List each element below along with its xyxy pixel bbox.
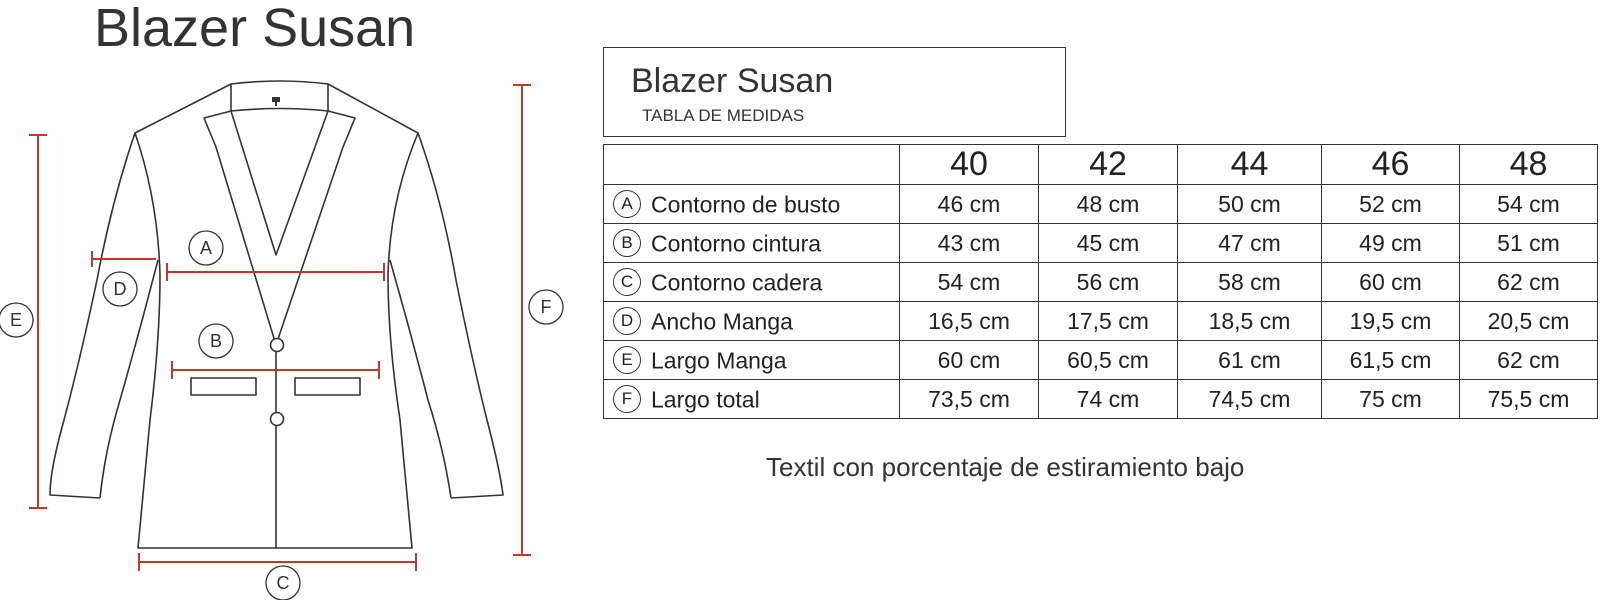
table-cell: 75,5 cm xyxy=(1460,380,1598,419)
row-marker: E xyxy=(613,346,641,374)
table-cell: 17,5 cm xyxy=(1039,302,1178,341)
row-label xyxy=(604,185,900,224)
table-cell: 16,5 cm xyxy=(900,302,1039,341)
row-label xyxy=(604,224,900,263)
measure-title-box xyxy=(603,47,1066,137)
table-cell: 46 cm xyxy=(900,185,1039,224)
marker-f: F xyxy=(540,297,552,317)
box-subtitle: TABLA DE MEDIDAS xyxy=(642,106,805,125)
table-cell: 62 cm xyxy=(1460,263,1598,302)
row-label xyxy=(604,263,900,302)
table-cell: 20,5 cm xyxy=(1460,302,1598,341)
marker-a: A xyxy=(199,238,213,258)
marker-b: B xyxy=(209,331,223,351)
size-header: 40 xyxy=(900,145,1039,185)
size-header: 44 xyxy=(1178,145,1322,185)
row-marker: A xyxy=(613,190,641,218)
table-cell: 48 cm xyxy=(1039,185,1178,224)
table-cell: 54 cm xyxy=(1460,185,1598,224)
table-row xyxy=(604,341,1598,380)
table-cell: 61 cm xyxy=(1178,341,1322,380)
fabric-note: Textil con porcentaje de estiramiento bajo xyxy=(766,452,1245,482)
table-cell: 45 cm xyxy=(1039,224,1178,263)
table-cell: 52 cm xyxy=(1322,185,1460,224)
box-title: Blazer Susan xyxy=(631,62,834,100)
size-header: 42 xyxy=(1039,145,1178,185)
table-row xyxy=(604,224,1598,263)
blazer-sketch xyxy=(0,0,600,600)
row-label-text: Contorno cadera xyxy=(651,268,823,295)
table-cell: 43 cm xyxy=(900,224,1039,263)
size-header: 46 xyxy=(1322,145,1460,185)
table-cell: 49 cm xyxy=(1322,224,1460,263)
table-row xyxy=(604,263,1598,302)
table-cell: 50 cm xyxy=(1178,185,1322,224)
table-row xyxy=(604,185,1598,224)
table-cell: 60 cm xyxy=(900,341,1039,380)
table-cell: 51 cm xyxy=(1460,224,1598,263)
marker-e: E xyxy=(9,310,23,330)
row-label-text: Ancho Manga xyxy=(651,307,793,334)
table-cell: 75 cm xyxy=(1322,380,1460,419)
size-table xyxy=(603,144,1598,419)
size-header: 48 xyxy=(1460,145,1598,185)
row-label xyxy=(604,380,900,419)
row-marker: F xyxy=(613,385,641,413)
page-title: Blazer Susan xyxy=(94,0,416,58)
table-cell: 61,5 cm xyxy=(1322,341,1460,380)
size-header-row xyxy=(604,145,1598,185)
table-cell: 54 cm xyxy=(900,263,1039,302)
row-label-text: Largo Manga xyxy=(651,346,787,373)
table-cell: 56 cm xyxy=(1039,263,1178,302)
table-cell: 19,5 cm xyxy=(1322,302,1460,341)
table-cell: 74 cm xyxy=(1039,380,1178,419)
row-label-text: Contorno de busto xyxy=(651,190,841,217)
row-marker: B xyxy=(613,229,641,257)
table-cell: 73,5 cm xyxy=(900,380,1039,419)
table-cell: 58 cm xyxy=(1178,263,1322,302)
table-cell: 74,5 cm xyxy=(1178,380,1322,419)
row-label-text: Contorno cintura xyxy=(651,229,822,256)
table-row xyxy=(604,380,1598,419)
table-cell: 47 cm xyxy=(1178,224,1322,263)
header-blank-cell xyxy=(604,145,900,185)
row-label xyxy=(604,341,900,380)
row-label-text: Largo total xyxy=(651,385,760,412)
table-cell: 60,5 cm xyxy=(1039,341,1178,380)
table-cell: 60 cm xyxy=(1322,263,1460,302)
marker-d: D xyxy=(113,279,127,299)
row-marker: D xyxy=(613,307,641,335)
table-cell: 62 cm xyxy=(1460,341,1598,380)
row-marker: C xyxy=(613,268,641,296)
table-cell: 18,5 cm xyxy=(1178,302,1322,341)
row-label xyxy=(604,302,900,341)
marker-c: C xyxy=(276,573,290,593)
table-row xyxy=(604,302,1598,341)
